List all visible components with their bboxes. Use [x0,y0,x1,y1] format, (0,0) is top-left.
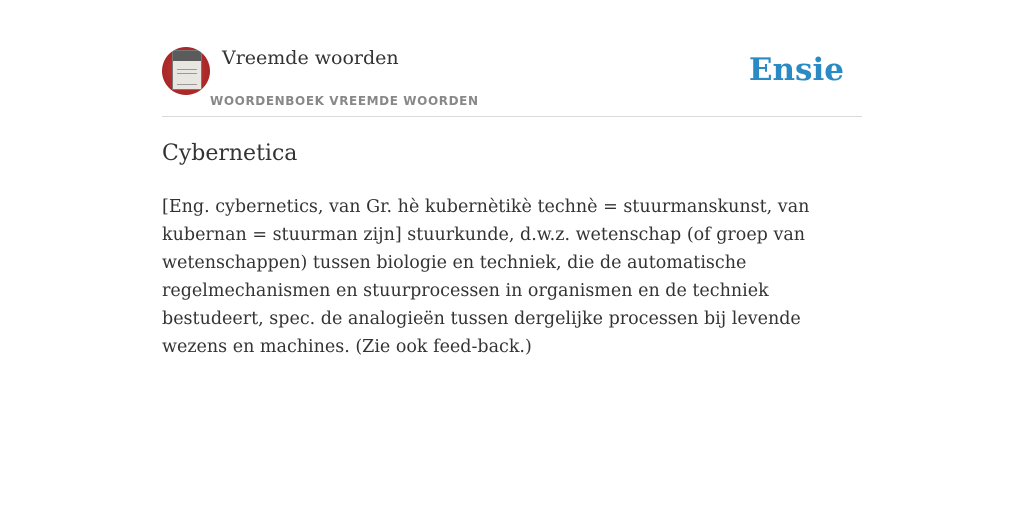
entry-term: Cybernetica [162,141,298,166]
book-title[interactable]: Vreemde woorden [222,47,399,69]
entry-definition: [Eng. cybernetics, van Gr. hè kubernètikè technè = stuurmanskunst, van kubernan = stuurman zijn] stuurkunde, d.w.z. wetenschap (of groep van wetenschappen) tussen biologie en techniek, die de automatische regelmechanismen en stuurprocessen in organismen en de techniek bestudeert, spec. de analogieën tussen dergelijke processen bij levende wezens en machines. (Zie ook feed-back.) [162,197,810,357]
entry-card [162,0,862,512]
ensie-logo[interactable]: Ensie [748,52,844,88]
book-cover-line [177,84,197,85]
book-cover-image [172,50,202,90]
book-cover-icon[interactable] [162,47,210,95]
book-subtitle: WOORDENBOEK VREEMDE WOORDEN [210,94,479,108]
book-cover-band [173,51,201,61]
book-cover-line [177,69,197,70]
book-cover-line [177,73,197,74]
entry-header [162,0,862,117]
